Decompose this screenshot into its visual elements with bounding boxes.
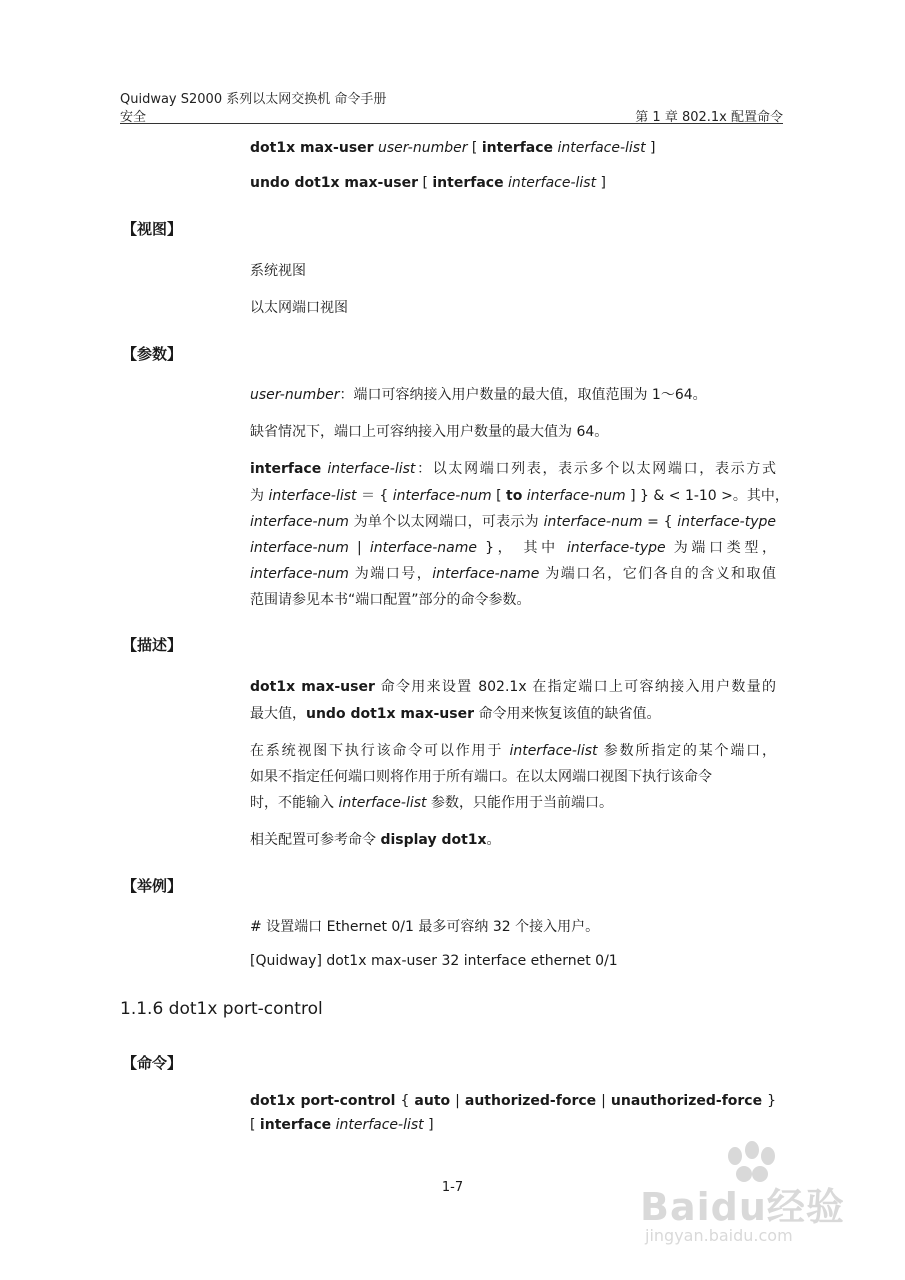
section-heading-command: 【命令】 <box>122 1054 183 1072</box>
section-heading-view: 【视图】 <box>122 220 183 238</box>
section-heading-desc: 【描述】 <box>122 636 183 654</box>
section-heading-params: 【参数】 <box>122 345 183 363</box>
command2-line: dot1x port-control { auto | authorized-force | unauthorized-force } <box>250 1093 777 1109</box>
desc-line: 在系统视图下执行该命令可以作用于 interface-list 参数所指定的某个端口， <box>250 743 776 759</box>
header-rule <box>120 123 783 124</box>
section-heading-example: 【举例】 <box>122 877 183 895</box>
desc-line: 时，不能输入 interface-list 参数，只能作用于当前端口。 <box>250 795 613 811</box>
desc-line: 相关配置可参考命令 display dot1x。 <box>250 832 501 848</box>
desc-line: dot1x max-user 命令用来设置 802.1x 在指定端口上可容纳接入用户数量的 <box>250 679 776 695</box>
section-title-116: 1.1.6 dot1x port-control <box>120 999 323 1019</box>
watermark <box>640 1140 870 1250</box>
view-item: 系统视图 <box>250 263 306 279</box>
param-user-number: user-number：端口可容纳接入用户数量的最大值，取值范围为 1～64。 <box>250 387 707 403</box>
watermark-url: jingyan.baidu.com <box>645 1226 793 1245</box>
param-interface-line: 为 interface-list ＝ { interface-num [ to interface-num ] } & < 1-10 >。其中， <box>250 488 789 504</box>
param-default: 缺省情况下，端口上可容纳接入用户数量的最大值为 64。 <box>250 424 609 440</box>
command-syntax-1: dot1x max-user user-number [ interface interface-list ] <box>250 140 656 156</box>
param-interface-line: interface-num | interface-name }， 其中 interface-type 为端口类型， <box>250 540 776 556</box>
header-chapter: 第 1 章 802.1x 配置命令 <box>635 110 783 125</box>
watermark-logo: Baidu经验 <box>640 1185 845 1229</box>
param-interface-line: interface-num 为端口号，interface-name 为端口名，它们各自的含义和取值 <box>250 566 776 582</box>
param-interface-line: interface-num 为单个以太网端口，可表示为 interface-num = { interface-type <box>250 514 776 530</box>
param-interface-line: interface interface-list：以太网端口列表，表示多个以太网端口，表示方式 <box>250 461 776 477</box>
example-comment: # 设置端口 Ethernet 0/1 最多可容纳 32 个接入用户。 <box>250 919 600 935</box>
desc-line: 如果不指定任何端口则将作用于所有端口。在以太网端口视图下执行该命令 <box>250 769 712 785</box>
view-item: 以太网端口视图 <box>250 300 348 316</box>
header-title: Quidway S2000 系列以太网交换机 命令手册 <box>120 92 387 107</box>
command2-line: [ interface interface-list ] <box>250 1117 434 1133</box>
header-section: 安全 <box>120 110 147 125</box>
page-number: 1-7 <box>441 1180 464 1195</box>
desc-line: 最大值，undo dot1x max-user 命令用来恢复该值的缺省值。 <box>250 706 661 722</box>
command-syntax-2: undo dot1x max-user [ interface interface-list ] <box>250 175 607 191</box>
example-command: [Quidway] dot1x max-user 32 interface ethernet 0/1 <box>250 953 618 969</box>
param-interface-line: 范围请参见本书“端口配置”部分的命令参数。 <box>250 592 531 608</box>
